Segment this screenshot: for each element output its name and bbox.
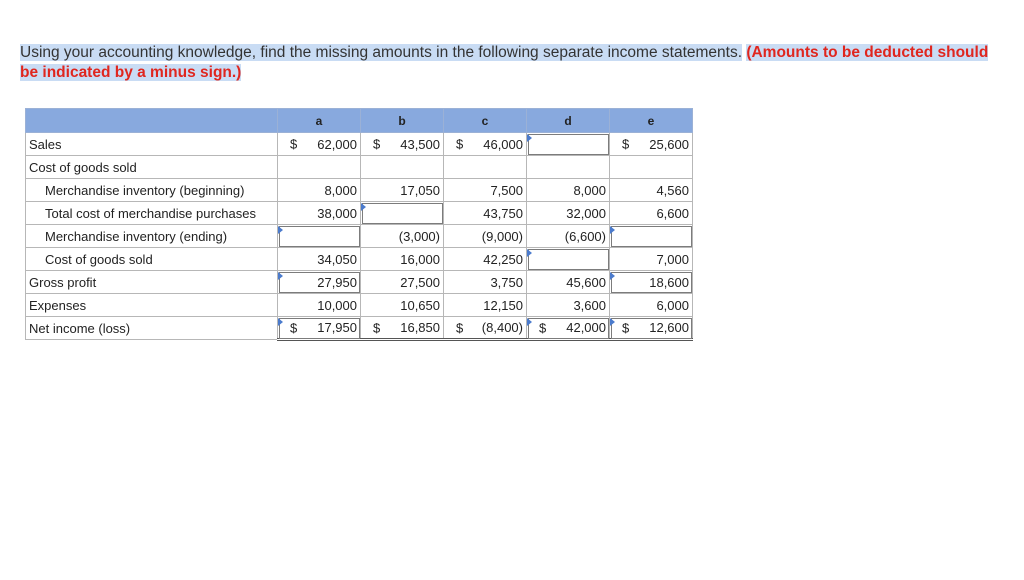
cell-value: 6,600 [656,205,689,221]
amount-cell-a [278,294,361,317]
dollar-sign: $ [373,136,381,152]
header-label-blank [26,109,278,133]
dollar-sign: $ [456,136,464,152]
table-row [26,179,693,202]
cell-value: 3,600 [573,297,606,313]
amount-cell-c [444,133,527,156]
row-label: Merchandise inventory (ending) [26,225,278,248]
cell-value: 4,560 [656,182,689,198]
cell-value: 8,000 [573,182,606,198]
cell-value: 3,750 [490,274,523,290]
table-row [26,317,693,340]
table-row [26,133,693,156]
cell-value: 27,500 [400,274,440,290]
answer-input-a[interactable] [278,225,361,248]
amount-cell-a [278,133,361,156]
row-label: Sales [26,133,278,156]
row-label: Expenses [26,294,278,317]
flag-marker-icon [527,249,532,257]
amount-cell-d [527,294,610,317]
dollar-sign: $ [290,320,298,335]
cell-value: 34,050 [317,251,357,267]
amount-cell-b [361,133,444,156]
row-label: Net income (loss) [26,317,278,340]
amount-cell-a [278,202,361,225]
amount-cell-c [444,156,527,179]
instruction-text [20,43,996,83]
amount-cell-e [610,156,693,179]
table-row [26,202,693,225]
answer-input-d[interactable] [527,248,610,271]
row-label: Cost of goods sold [26,248,278,271]
answer-input-e[interactable] [610,317,693,340]
amount-cell-b [361,317,444,340]
amount-cell-e [610,294,693,317]
amount-cell-d [527,271,610,294]
row-label: Cost of goods sold [26,156,278,179]
cell-value: 10,000 [317,297,357,313]
amount-cell-b [361,248,444,271]
amount-cell-b [361,179,444,202]
dollar-sign: $ [622,136,630,152]
column-header-e: e [610,109,693,133]
answer-input-e[interactable] [610,225,693,248]
amount-cell-c [444,271,527,294]
cell-value: 18,600 [649,274,689,290]
amount-cell-a [278,156,361,179]
dollar-sign: $ [622,320,630,335]
amount-cell-e [610,248,693,271]
cell-value: (6,600) [564,228,606,244]
cell-value: 16,850 [400,320,440,335]
answer-input-b[interactable] [361,202,444,225]
amount-cell-e [610,202,693,225]
amount-cell-c [444,294,527,317]
cell-value: 43,750 [483,205,523,221]
cell-value: 27,950 [317,274,357,290]
table-row [26,156,693,179]
flag-marker-icon [278,226,283,234]
header-row [26,109,693,133]
cell-value: 7,500 [490,182,523,198]
row-label: Gross profit [26,271,278,294]
cell-value: (8,400) [481,320,523,335]
table-row [26,248,693,271]
cell-value: 46,000 [483,136,523,152]
cell-value: 25,600 [649,136,689,152]
income-statements-table [25,108,693,341]
dollar-sign: $ [290,136,298,152]
cell-value: 12,600 [649,320,689,335]
flag-marker-icon [527,318,532,326]
amount-cell-b [361,225,444,248]
cell-value: 8,000 [324,182,357,198]
cell-value: 17,950 [317,320,357,335]
flag-marker-icon [610,226,615,234]
cell-value: 6,000 [656,297,689,313]
column-header-c: c [444,109,527,133]
flag-marker-icon [527,134,532,142]
row-label: Merchandise inventory (beginning) [26,179,278,202]
cell-value: 45,600 [566,274,606,290]
amount-cell-a [278,179,361,202]
column-header-a: a [278,109,361,133]
cell-value: 12,150 [483,297,523,313]
amount-cell-e [610,133,693,156]
cell-value: 10,650 [400,297,440,313]
amount-cell-b [361,271,444,294]
column-header-d: d [527,109,610,133]
amount-cell-c [444,225,527,248]
instruction-main: Using your accounting knowledge, find the missing amounts in the following separate income statements. [20,44,743,61]
cell-value: 16,000 [400,251,440,267]
row-label: Total cost of merchandise purchases [26,202,278,225]
amount-cell-c [444,317,527,340]
amount-cell-b [361,156,444,179]
amount-cell-a [278,248,361,271]
table-row [26,271,693,294]
flag-marker-icon [278,272,283,280]
amount-cell-d [527,225,610,248]
answer-input-d[interactable] [527,133,610,156]
amount-cell-c [444,179,527,202]
flag-marker-icon [610,272,615,280]
answer-input-e[interactable] [610,271,693,294]
cell-value: 17,050 [400,182,440,198]
dollar-sign: $ [373,320,381,335]
amount-cell-d [527,156,610,179]
amount-cell-d [527,179,610,202]
flag-marker-icon [278,318,283,326]
amount-cell-b [361,294,444,317]
dollar-sign: $ [456,320,464,335]
flag-marker-icon [610,318,615,326]
cell-value: 7,000 [656,251,689,267]
answer-input-a[interactable] [278,317,361,340]
cell-value: 43,500 [400,136,440,152]
cell-value: 42,000 [566,320,606,335]
instruction-emphasis: (Amounts to be deducted should be indicated by a minus sign.) [20,44,989,81]
cell-value: (9,000) [481,228,523,244]
amount-cell-c [444,202,527,225]
amount-cell-c [444,248,527,271]
dollar-sign: $ [539,320,547,335]
table-row [26,294,693,317]
answer-input-a[interactable] [278,271,361,294]
table-row [26,225,693,248]
answer-input-d[interactable] [527,317,610,340]
cell-value: 62,000 [317,136,357,152]
column-header-b: b [361,109,444,133]
amount-cell-e [610,179,693,202]
flag-marker-icon [361,203,366,211]
cell-value: (3,000) [398,228,440,244]
amount-cell-d [527,202,610,225]
cell-value: 32,000 [566,205,606,221]
cell-value: 38,000 [317,205,357,221]
cell-value: 42,250 [483,251,523,267]
